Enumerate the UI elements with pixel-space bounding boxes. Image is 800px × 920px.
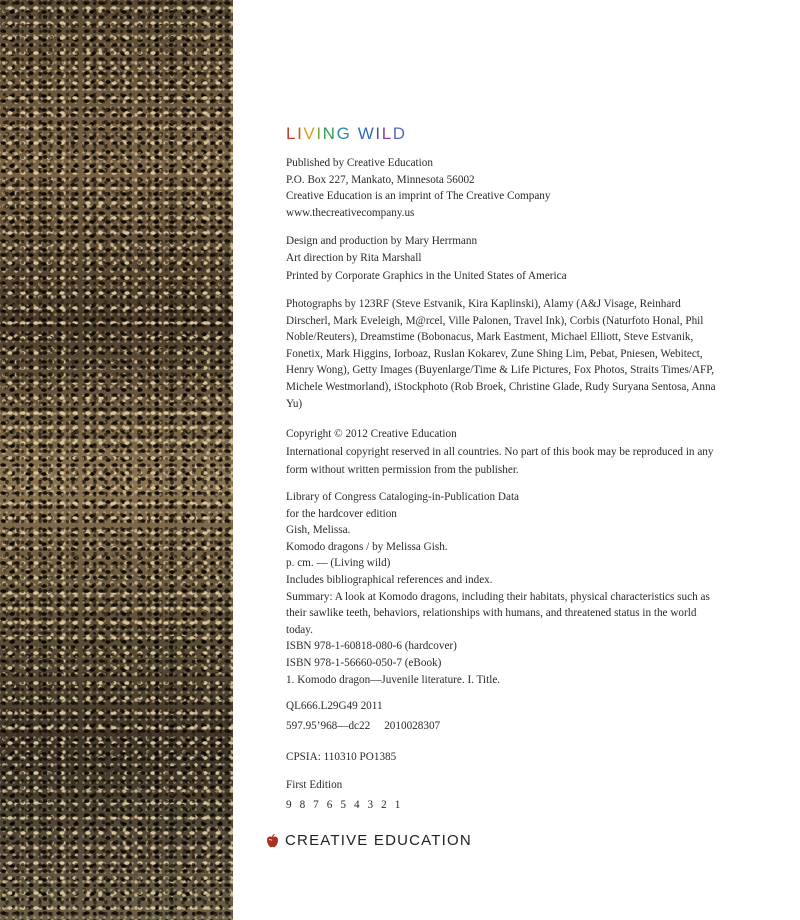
- logo-letter: L: [286, 124, 298, 143]
- subject-line: 1. Komodo dragon—Juvenile literature. I. Title.: [286, 673, 501, 686]
- logo-letter: V: [303, 124, 317, 143]
- design-credit: Design and production by Mary Herrmann: [286, 235, 478, 247]
- creative-education-logo: [266, 832, 472, 849]
- dewey-classification: [286, 718, 726, 735]
- logo-letter: G: [336, 124, 352, 143]
- logo-letter: I: [375, 124, 382, 143]
- isbn-line: ISBN 978-1-60818-080-6 (hardcover): [286, 640, 457, 653]
- cip-line: p. cm. — (Living wild): [286, 557, 391, 570]
- logo-letter: D: [392, 124, 407, 143]
- cip-line: Komodo dragons / by Melissa Gish.: [286, 540, 448, 553]
- cip-data: [286, 489, 726, 688]
- logo-letter: W: [357, 124, 376, 143]
- printing-line: 9 8 7 6 5 4 3 2 1: [286, 799, 403, 811]
- publisher-address: P.O. Box 227, Mankato, Minnesota 56002: [286, 173, 475, 186]
- edition-block: [286, 777, 726, 794]
- cip-summary: Summary: A look at Komodo dragons, including their habitats, physical characteristics such as their sawlike teeth, behaviors, relationships with humans, and threatened status in the world today.: [286, 590, 710, 636]
- publisher-imprint: Creative Education is an imprint of The Creative Company: [286, 190, 551, 203]
- cpsia-code: CPSIA: 110310 PO1385: [286, 751, 397, 763]
- lc-classification: [286, 698, 726, 715]
- logo-letter: I: [316, 124, 323, 143]
- dewey-number: 597.95’968—dc22 2010028307: [286, 720, 441, 732]
- printer-credit-block: [286, 268, 726, 285]
- logo-letter: N: [322, 124, 337, 143]
- publisher-url: www.thecreativecompany.us: [286, 206, 415, 219]
- copyright-block: [286, 426, 726, 479]
- art-credit: Art direction by Rita Marshall: [286, 251, 422, 264]
- isbn-line: ISBN 978-1-56660-050-7 (eBook): [286, 656, 442, 669]
- cip-line: Includes bibliographical references and index.: [286, 573, 493, 586]
- cip-line: for the hardcover edition: [286, 507, 397, 520]
- lc-number: QL666.L29G49 2011: [286, 700, 383, 712]
- apple-icon: [266, 834, 279, 848]
- photo-credits-text: Photographs by 123RF (Steve Estvanik, Kira Kaplinski), Alamy (A&J Visage, Reinhard Dirscherl, Mark Eveleigh, M@rcel, Ville Palonen, Travel Ink), Corbis (Naturfoto Honal, Phil Noble/Reuters), Dreamstime (Bobonacus, Mark Eastment, Michael Elliott, Steve Estvanik, Fonetix, Mark Higgins, Iorboaz, Ruslan Kokarev, Zune Shing Lim, Pebat, Pniesen, Webitect, Henry Wong), Getty Images (Buyenlarge/Time & Life Pictures, Fox Photos, Straits Times/AFP, Michele Westmorland), iStockphoto (Rob Broek, Christine Glade, Rudy Suryana Sentosa, Anna Yu): [286, 298, 716, 410]
- logo-letter: I: [297, 124, 304, 143]
- living-wild-logo: [286, 126, 407, 143]
- edition-label: First Edition: [286, 779, 343, 791]
- production-credits: [286, 233, 726, 266]
- photo-credits: [286, 296, 726, 412]
- publisher-line: Published by Creative Education: [286, 157, 433, 169]
- copyright-line: Copyright © 2012 Creative Education: [286, 428, 457, 440]
- printer-credit: Printed by Corporate Graphics in the United States of America: [286, 270, 567, 282]
- printing-line-block: [286, 797, 726, 814]
- footer-brand-text: CREATIVE EDUCATION: [285, 832, 472, 849]
- cip-line: Gish, Melissa.: [286, 524, 351, 537]
- publisher-block: [286, 155, 726, 221]
- copyright-notice: International copyright reserved in all countries. No part of this book may be reproduced in any form without written permission from the publisher.: [286, 445, 714, 476]
- cpsia-block: [286, 749, 726, 766]
- logo-letter: L: [381, 124, 393, 143]
- cip-line: Library of Congress Cataloging-in-Publication Data: [286, 491, 520, 503]
- komodo-skin-photo: [0, 0, 233, 920]
